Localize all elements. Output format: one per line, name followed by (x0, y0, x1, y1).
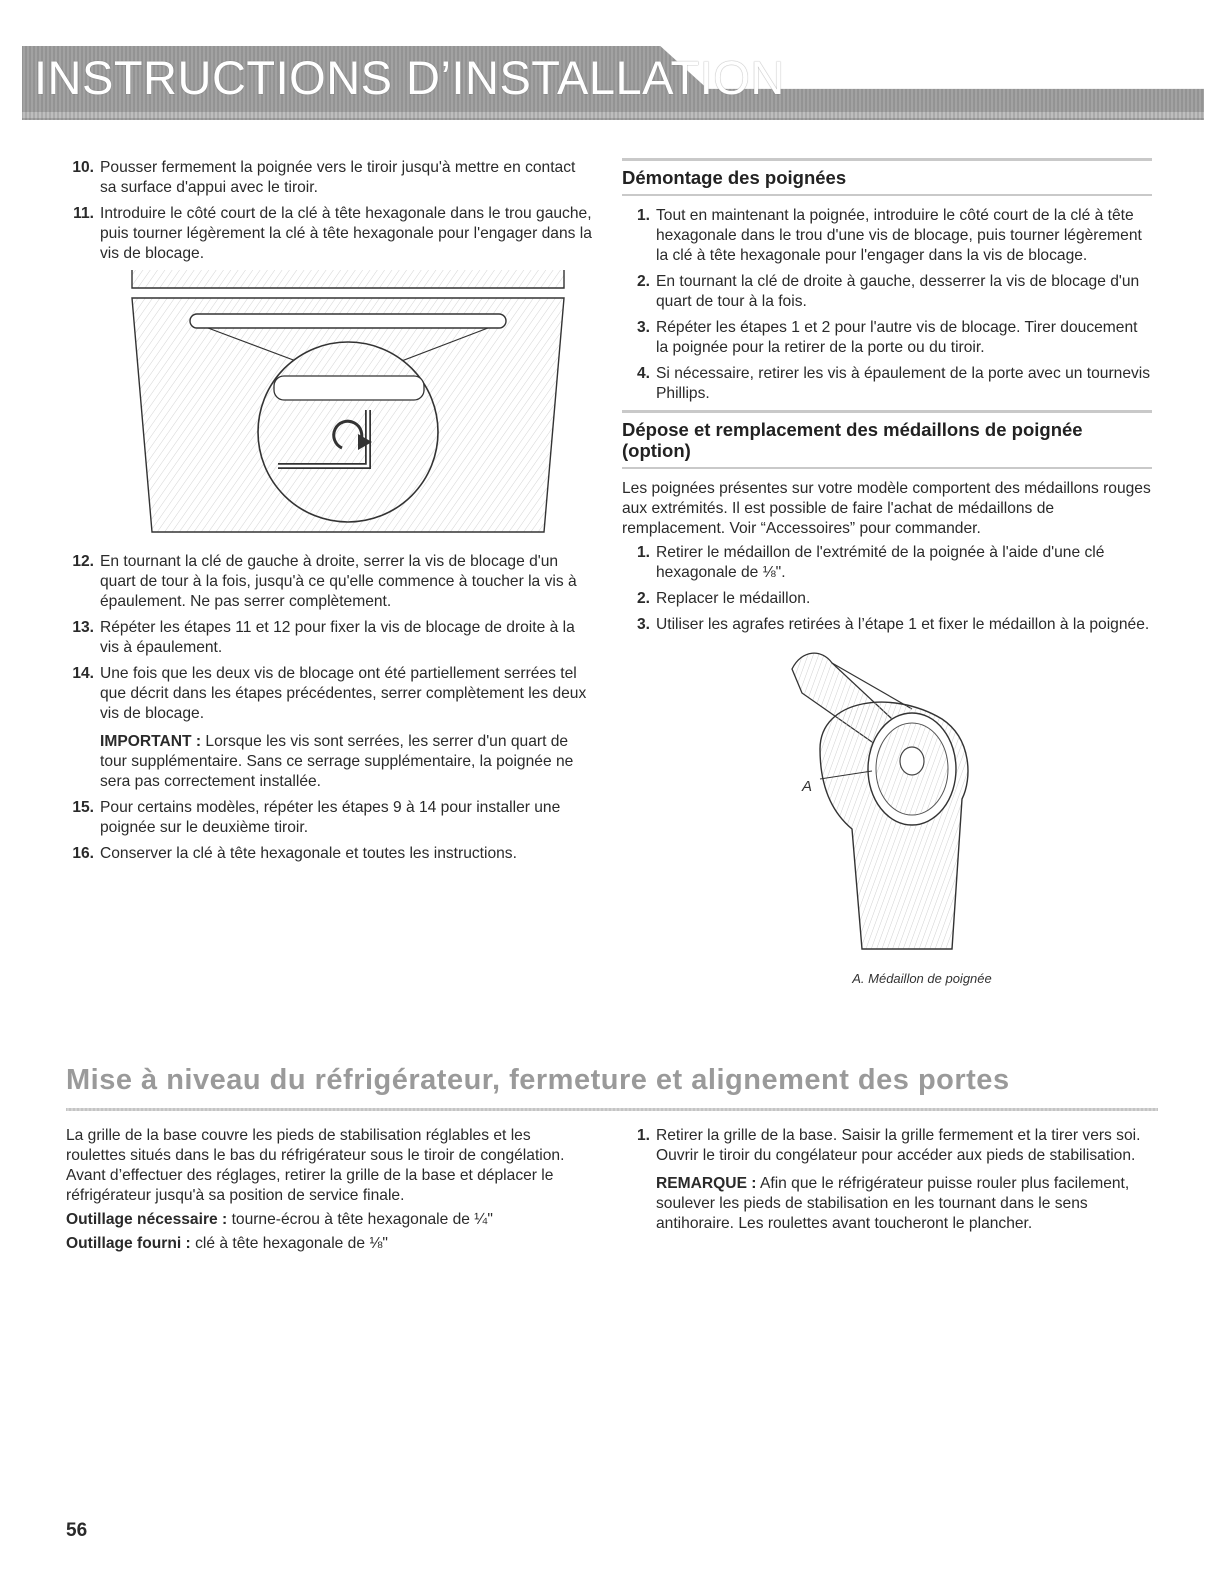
list-item: 16. Conserver la clé à tête hexagonale et toutes les instructions. (72, 845, 517, 862)
figure-label-a: A (802, 778, 813, 795)
mise-intro: La grille de la base couvre les pieds de stabilisation réglables et les roulettes situés dans le bas du réfrigérateur sous le tiroir de congélation. Avant d’effectuer des réglages, retirer la grille de la base et déplacer le réfrigérateur jusqu'à sa position de service finale. (66, 1127, 565, 1204)
list-item: 2. Replacer le médaillon. (636, 590, 811, 607)
list-item: 4. Si nécessaire, retirer les vis à épaulement de la porte avec un tournevis Phillips. (636, 365, 1151, 402)
mise-left-column (66, 1126, 576, 1258)
medaillons-steps (622, 543, 1152, 635)
tools-provided: Outillage fourni : clé à tête hexagonale de ⅛" (66, 1235, 388, 1252)
list-item: 13. Répéter les étapes 11 et 12 pour fixer la vis de blocage de droite à la vis à épaulement. (72, 619, 575, 656)
steps-list-a (66, 158, 596, 264)
steps-list-b (66, 552, 596, 724)
list-item: 1. Tout en maintenant la poignée, introduire le côté court de la clé à tête hexagonale dans le trou d'une vis de blocage, puis tourner légèrement la clé à tête hexagonale pour l'engager dans la vis de blocage. (636, 207, 1142, 264)
medaillons-heading: Dépose et remplacement des médaillons de poignée (option) (622, 410, 1152, 469)
list-item: 14. Une fois que les deux vis de blocage ont été partiellement serrées tel que décrit dans les étapes précédentes, serrer complètement les deux vis de blocage. (72, 665, 587, 722)
demontage-steps (622, 206, 1152, 404)
list-item: 10. Pousser fermement la poignée vers le tiroir jusqu'à mettre en contact sa surface d'appui avec le tiroir. (72, 159, 576, 196)
header-rule (22, 112, 1204, 118)
list-item: 12. En tournant la clé de gauche à droite, serrer la vis de blocage d'un quart de tour à la fois, jusqu'à ce qu'elle commence à toucher la vis à épaulement. Ne pas serrer complètement. (72, 553, 577, 610)
medallion-illustration (762, 649, 1082, 989)
drawer-handle-illustration (128, 270, 568, 542)
left-column (66, 158, 596, 870)
handle-medallion-drawing (762, 649, 1082, 959)
demontage-heading: Démontage des poignées (622, 158, 1152, 196)
list-item: 3. Répéter les étapes 1 et 2 pour l'autre vis de blocage. Tirer doucement la poignée pour la retirer de la porte ou du tiroir. (636, 319, 1138, 356)
list-item: 1. Retirer le médaillon de l'extrémité de la poignée à l'aide d'une clé hexagonale de ⅛". (636, 544, 1105, 581)
steps-list-c (66, 798, 596, 864)
mise-right-column (622, 1126, 1142, 1240)
page-title: INSTRUCTIONS D’INSTALLATION (34, 51, 785, 104)
tools-needed: Outillage nécessaire : tourne-écrou à tête hexagonale de ¼" (66, 1211, 493, 1228)
list-item: 3. Utiliser les agrafes retirées à l’étape 1 et fixer le médaillon à la poignée. (636, 616, 1150, 633)
list-item: 1. Retirer la grille de la base. Saisir la grille fermement et la tirer vers soi. Ouvrir le tiroir du congélateur pour accéder aux pieds de stabilisation. (636, 1127, 1141, 1164)
list-item: 15. Pour certains modèles, répéter les étapes 9 à 14 pour installer une poignée sur le deuxième tiroir. (72, 799, 561, 836)
mise-steps (622, 1126, 1142, 1166)
important-note: IMPORTANT : Lorsque les vis sont serrées, les serrer d'un quart de tour supplémentaire. Sans ce serrage supplémentaire, la poignée ne sera pas correctement installée. (100, 733, 574, 790)
right-column (622, 158, 1152, 989)
medaillons-intro: Les poignées présentes sur votre modèle comportent des médaillons rouges aux extrémités. Il est possible de faire l'achat de médaillons de remplacement. Voir “Accessoires” pour commander. (622, 480, 1151, 537)
hex-key-illustration (128, 270, 568, 542)
section-rule (66, 1108, 1158, 1111)
list-item: 11. Introduire le côté court de la clé à tête hexagonale dans le trou gauche, puis tourner légèrement la clé à tête hexagonale pour l'engager dans la vis de blocage. (73, 205, 592, 262)
list-item: 2. En tournant la clé de droite à gauche, desserrer la vis de blocage d'un quart de tour à la fois. (636, 273, 1140, 310)
page-number: 56 (66, 1520, 88, 1541)
remarque-note: REMARQUE : Afin que le réfrigérateur puisse rouler plus facilement, soulever les pieds de stabilisation en les tournant dans le sens antihoraire. Les roulettes avant toucheront le plancher. (656, 1175, 1130, 1232)
section-title: Mise à niveau du réfrigérateur, fermeture et alignement des portes (66, 1064, 1010, 1096)
figure-caption: A. Médaillon de poignée (852, 971, 992, 986)
